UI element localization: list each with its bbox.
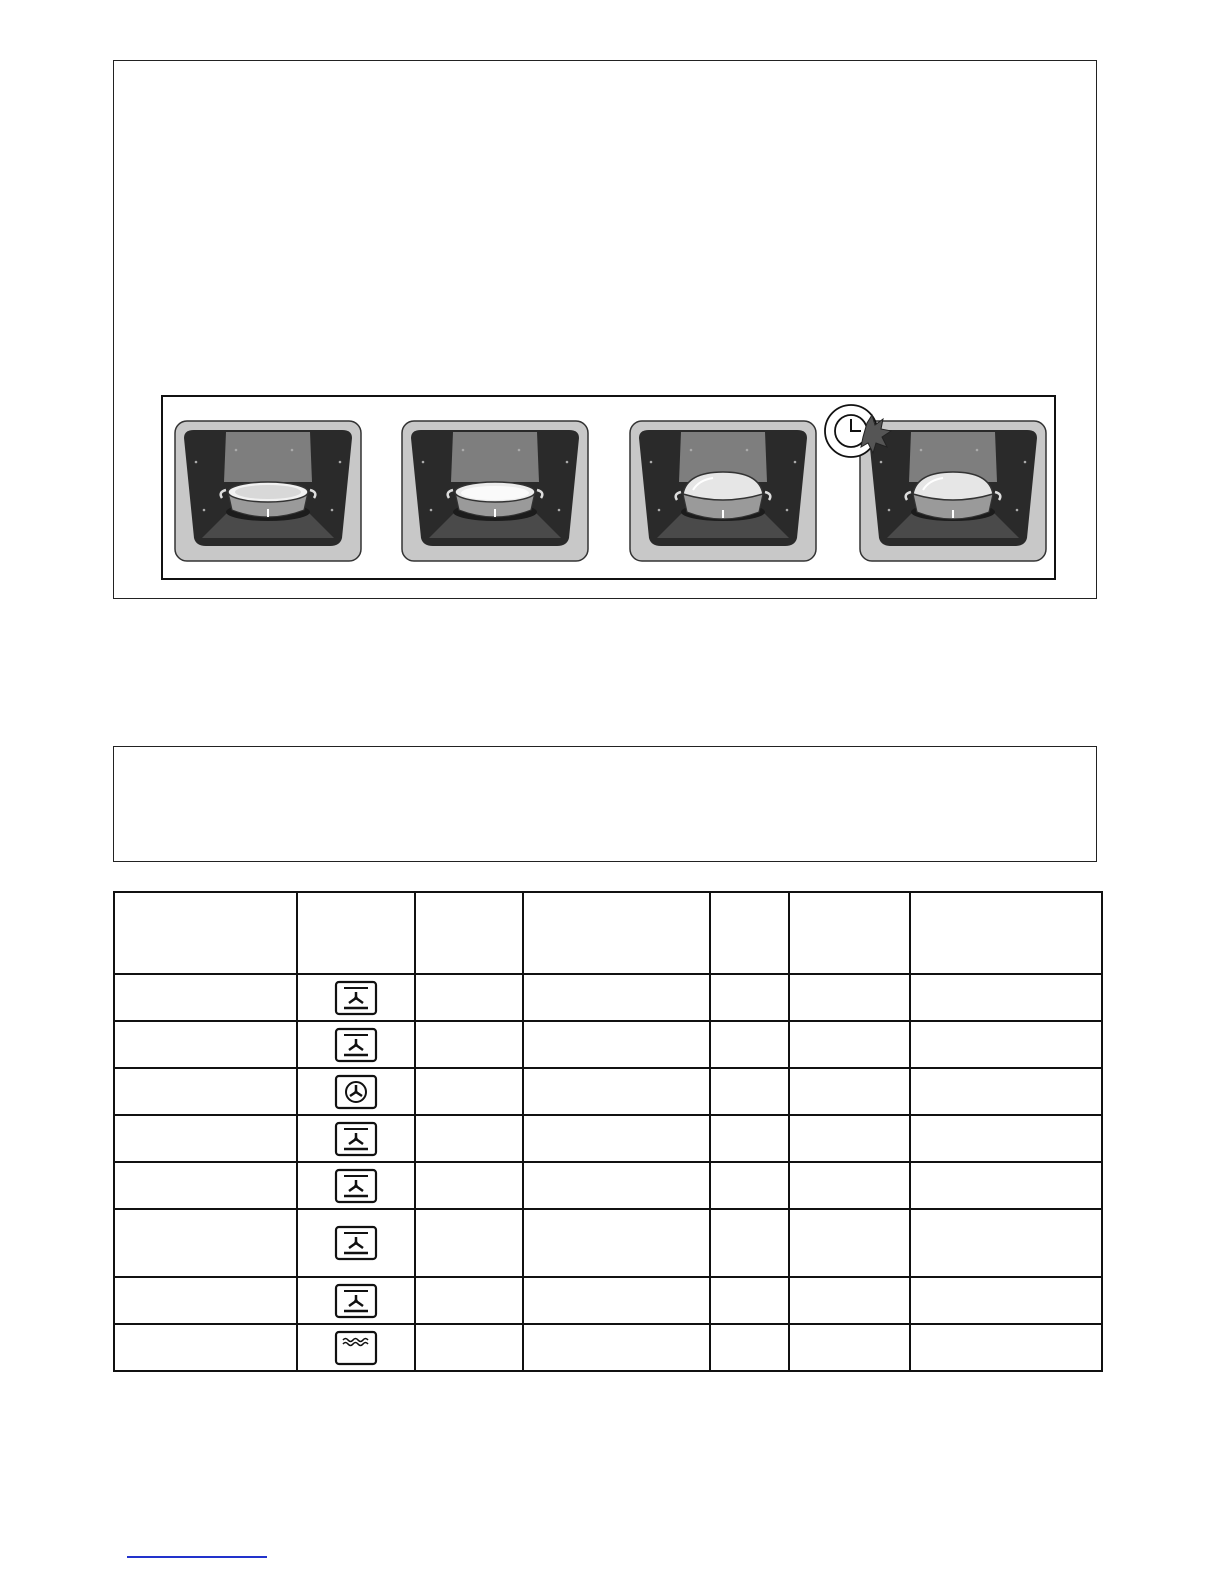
step-3-covered-pan-illustration — [629, 420, 817, 562]
table-cell — [710, 1209, 789, 1277]
table-cell — [710, 1068, 789, 1115]
header-cell — [789, 892, 910, 974]
table-cell — [710, 974, 789, 1021]
table-row — [114, 1324, 1102, 1371]
table-cell — [789, 1115, 910, 1162]
table-cell — [114, 1115, 297, 1162]
table-row — [114, 1115, 1102, 1162]
table-cell — [910, 1324, 1102, 1371]
timer-icon — [823, 401, 893, 465]
header-cell — [523, 892, 710, 974]
footer-link-underline[interactable] — [127, 1556, 267, 1558]
table-cell — [910, 974, 1102, 1021]
function-cell — [297, 974, 415, 1021]
table-cell — [114, 1068, 297, 1115]
table-cell — [114, 1021, 297, 1068]
table-cell — [415, 1068, 523, 1115]
table-cell — [415, 1277, 523, 1324]
table-cell — [523, 1068, 710, 1115]
table-cell — [114, 1324, 297, 1371]
function-cell — [297, 1277, 415, 1324]
grill-icon — [333, 1330, 379, 1366]
table-cell — [710, 1277, 789, 1324]
fan-top-bottom-heat-icon — [333, 1121, 379, 1157]
function-cell — [297, 1021, 415, 1068]
table-cell — [415, 974, 523, 1021]
header-cell — [910, 892, 1102, 974]
table-cell — [523, 1021, 710, 1068]
table-row — [114, 1277, 1102, 1324]
table-cell — [114, 1209, 297, 1277]
step-1-empty-pan-illustration — [174, 420, 362, 562]
table-cell — [415, 1021, 523, 1068]
table-cell — [523, 1324, 710, 1371]
table-row — [114, 1021, 1102, 1068]
table-cell — [910, 1277, 1102, 1324]
table-cell — [523, 1115, 710, 1162]
table-cell — [523, 1162, 710, 1209]
function-cell — [297, 1162, 415, 1209]
function-cell — [297, 1115, 415, 1162]
cooking-steps-strip — [161, 395, 1056, 580]
table-cell — [710, 1115, 789, 1162]
table-cell — [910, 1021, 1102, 1068]
table-row — [114, 1068, 1102, 1115]
table-cell — [114, 1277, 297, 1324]
fan-top-bottom-heat-icon — [333, 1168, 379, 1204]
table-row — [114, 1209, 1102, 1277]
table-cell — [415, 1115, 523, 1162]
table-row — [114, 1162, 1102, 1209]
table-cell — [789, 1068, 910, 1115]
table-cell — [910, 1162, 1102, 1209]
note-frame — [113, 746, 1097, 862]
table-cell — [910, 1115, 1102, 1162]
cooking-table — [113, 891, 1103, 1372]
table-cell — [910, 1068, 1102, 1115]
header-cell — [710, 892, 789, 974]
table-cell — [415, 1209, 523, 1277]
fan-circle-icon — [333, 1074, 379, 1110]
step-2-filled-pan-illustration — [401, 420, 589, 562]
table-cell — [114, 974, 297, 1021]
table-cell — [789, 1324, 910, 1371]
table-cell — [789, 1209, 910, 1277]
table-cell — [789, 1162, 910, 1209]
table-cell — [415, 1324, 523, 1371]
table-cell — [523, 974, 710, 1021]
table-cell — [710, 1162, 789, 1209]
table-cell — [523, 1277, 710, 1324]
table-cell — [710, 1021, 789, 1068]
table-cell — [415, 1162, 523, 1209]
header-cell — [114, 892, 297, 974]
table-cell — [523, 1209, 710, 1277]
table-cell — [789, 1021, 910, 1068]
table-cell — [789, 1277, 910, 1324]
table-cell — [789, 974, 910, 1021]
table-cell — [710, 1324, 789, 1371]
function-cell — [297, 1209, 415, 1277]
table-cell — [910, 1209, 1102, 1277]
header-cell — [415, 892, 523, 974]
fan-top-bottom-heat-icon — [333, 1283, 379, 1319]
fan-top-bottom-heat-icon — [333, 1225, 379, 1261]
table-cell — [114, 1162, 297, 1209]
fan-top-bottom-heat-icon — [333, 1027, 379, 1063]
header-cell — [297, 892, 415, 974]
function-cell — [297, 1068, 415, 1115]
fan-top-bottom-heat-icon — [333, 980, 379, 1016]
table-header-row — [114, 892, 1102, 974]
table-row — [114, 974, 1102, 1021]
function-cell — [297, 1324, 415, 1371]
